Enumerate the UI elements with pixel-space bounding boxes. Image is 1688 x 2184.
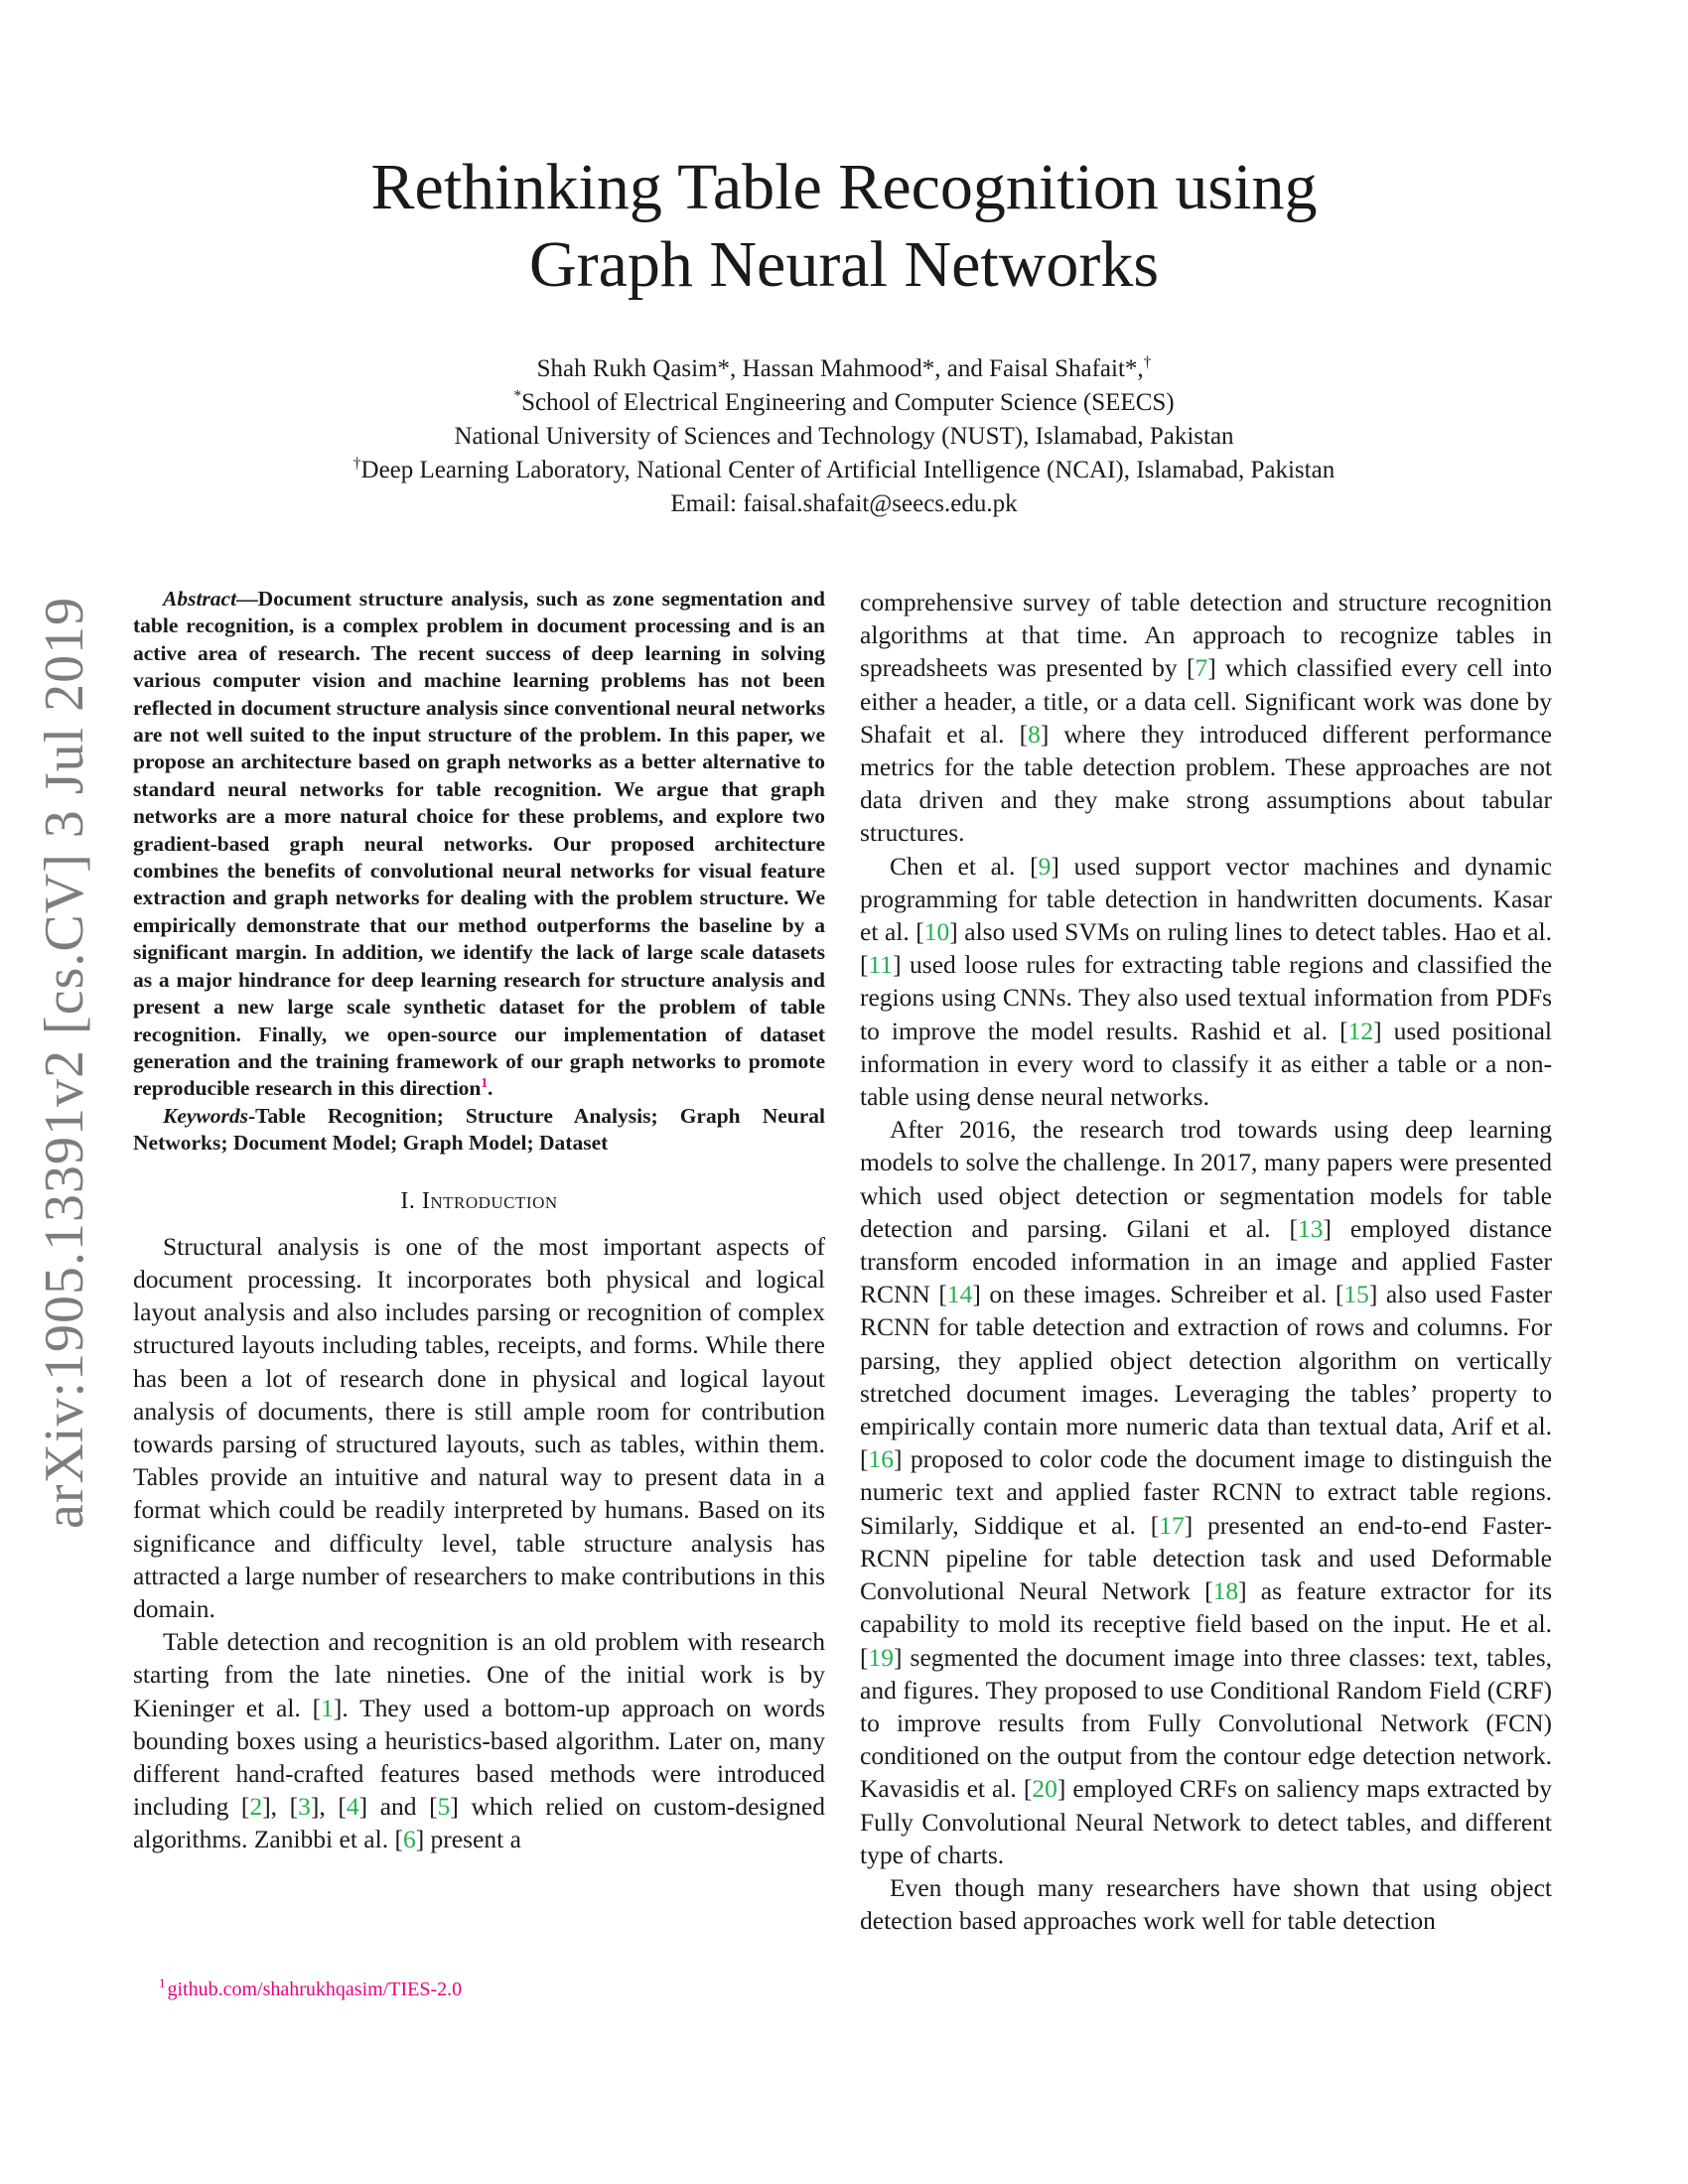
dagger-mark: †: [1143, 353, 1152, 371]
affiliation-3: †Deep Learning Laboratory, National Center of Artificial Intelligence (NCAI), Islamabad, Pakistan: [352, 455, 1336, 483]
citation-link[interactable]: 13: [1297, 1213, 1324, 1243]
intro-paragraph-2: Table detection and recognition is an old problem with research starting from the late nineties. One of the initial work is by Kieninger et al. [1]. They used a bottom-up approach on words bounding boxes using a heuristics-based algorithm. Later on, many different hand-crafted features based methods were introduced including [2], [3], [4] and [5] which relied on custom-designed algorithms. Zanibbi et al. [6] present a: [133, 1627, 825, 1854]
affiliation-1: *School of Electrical Engineering and Computer Science (SEECS): [513, 387, 1175, 416]
right-paragraph-1: comprehensive survey of table detection and structure recognition algorithms at that time. An approach to recognize tables in spreadsheets was presented by [7] which classified every cell into either a header, a title, or a data cell. Significant work was done by Shafait et al. [8] where they introduced different performance metrics for the table detection problem. These approaches are not data driven and they make strong assumptions about tabular structures.: [860, 588, 1552, 848]
title-line-2: Graph Neural Networks: [528, 228, 1160, 301]
citation-link[interactable]: 1: [321, 1693, 334, 1722]
affiliation-2: National University of Sciences and Technology (NUST), Islamabad, Pakistan: [454, 423, 1234, 450]
arxiv-identifier: arXiv:1905.13391v2 [cs.CV] 3 Jul 2019: [34, 596, 95, 1529]
citation-link[interactable]: 2: [249, 1792, 263, 1822]
paper-title: [199, 149, 1489, 304]
abstract: Abstract—Document structure analysis, such as zone segmentation and table recognition, is a complex problem in document processing and is an active area of research. The recent success of deep learning in solving various computer vision and machine learning problems has not been reflected in document structure analysis since conventional neural networks are not well suited to the input structure of the problem. In this paper, we propose an architecture based on graph networks as a better alternative to standard neural networks for table recognition. We argue that graph networks are a more natural choice for these problems, and explore two gradient-based graph neural networks. Our proposed architecture combines the benefits of convolutional neural networks for visual feature extraction and graph networks for dealing with the problem structure. We empirically demonstrate that our method outperforms the baseline by a significant margin. In addition, we identify the lack of large scale datasets as a major hindrance for deep learning research for structure analysis and present a new large scale synthetic dataset for the problem of table recognition. Finally, we open-source our implementation of dataset generation and the training framework of our graph networks to promote reproducible research in this direction$^1$.: [133, 587, 825, 1101]
keywords: Keywords-Table Recognition; Structure Analysis; Graph Neural Networks; Document Model; Graph Model; Dataset: [133, 1103, 825, 1156]
author-block: [199, 352, 1489, 521]
citation-link[interactable]: 12: [1347, 1016, 1374, 1045]
right-paragraph-3: After 2016, the research trod towards using deep learning models to solve the challenge. In 2017, many papers were presented which used object detection or segmentation models for table detection and parsing. Gilani et al. [13] employed distance transform encoded information in an image and applied Faster RCNN [14] on these images. Schreiber et al. [15] also used Faster RCNN for table detection and extraction of rows and columns. For parsing, they applied object detection algorithm on vertically stretched document images. Leveraging the tables’ property to empirically contain more numeric data than textual data, Arif et al. [16] proposed to color code the document image to distinguish the numeric text and applied faster RCNN to extract table regions. Similarly, Siddique et al. [17] presented an end-to-end Faster-RCNN pipeline for table detection task and used Deformable Convolutional Neural Network [18] as feature extractor for its capability to mold its receptive field based on the input. He et al. [19] segmented the document image into three classes: text, tables, and figures. They proposed to use Conditional Random Field (CRF) to improve results from Fully Convolutional Network (FCN) conditioned on the output from the contour edge detection network. Kavasidis et al. [20] employed CRFs on saliency maps extracted by Fully Convolutional Neural Network to detect tables, and different type of charts.: [860, 1115, 1552, 1869]
citation-link[interactable]: 16: [868, 1444, 894, 1474]
section-heading-introduction: I. Introduction: [400, 1187, 558, 1214]
right-paragraph-4: Even though many researchers have shown that using object detection based approaches work well for table detection: [860, 1872, 1552, 1936]
footnote: [159, 1976, 462, 2001]
citation-link[interactable]: 15: [1343, 1280, 1369, 1309]
citation-link[interactable]: 4: [346, 1792, 359, 1822]
left-column: [133, 586, 825, 1856]
footnote-number: 1: [159, 1976, 166, 1990]
author-email: Email: faisal.shafait@seecs.edu.pk: [670, 490, 1018, 517]
citation-link[interactable]: 6: [402, 1825, 416, 1854]
right-paragraph-2: Chen et al. [9] used support vector machines and dynamic programming for table detection in handwritten documents. Kasar et al. [10] also used SVMs on ruling lines to detect tables. Hao et al. [11] used loose rules for extracting table regions and classified the regions using CNNs. They also used textual information from PDFs to improve the model results. Rashid et al. [12] used positional information in every word to classify it as either a table or a non-table using dense neural networks.: [860, 851, 1552, 1112]
citation-link[interactable]: 3: [298, 1792, 311, 1822]
citation-link[interactable]: 8: [1028, 719, 1041, 749]
citation-link[interactable]: 17: [1159, 1510, 1185, 1540]
citation-link[interactable]: 7: [1195, 653, 1208, 683]
intro-paragraph-1: Structural analysis is one of the most important aspects of document processing. It incorporates both physical and logical layout analysis and also includes parsing or recognition of complex structured layouts including tables, receipts, and forms. While there has been a lot of research done in physical and logical layout analysis of documents, there is still ample room for contribution towards parsing of structured layouts, such as tables, within them. Tables provide an intuitive and natural way to present data in a format which could be readily interpreted by humans. Based on its significance and difficulty level, table structure analysis has attracted a large number of researchers to make contributions in this domain.: [133, 1231, 825, 1623]
footnote-link[interactable]: github.com/shahrukhqasim/TIES-2.0: [167, 1979, 463, 2000]
author-names: Shah Rukh Qasim*, Hassan Mahmood*, and Faisal Shafait*,†: [536, 353, 1152, 382]
citation-link[interactable]: 9: [1038, 851, 1052, 881]
right-column: [860, 586, 1552, 1937]
title-line-1: Rethinking Table Recognition using: [370, 151, 1318, 223]
citation-link[interactable]: 11: [868, 950, 894, 980]
citation-link[interactable]: 14: [946, 1280, 973, 1309]
citation-link[interactable]: 18: [1212, 1576, 1239, 1606]
citation-link[interactable]: 10: [923, 917, 950, 947]
citation-link[interactable]: 5: [437, 1792, 451, 1822]
footnote-marker[interactable]: 1: [481, 1075, 489, 1091]
citation-link[interactable]: 20: [1032, 1774, 1057, 1804]
citation-link[interactable]: 19: [868, 1642, 894, 1672]
